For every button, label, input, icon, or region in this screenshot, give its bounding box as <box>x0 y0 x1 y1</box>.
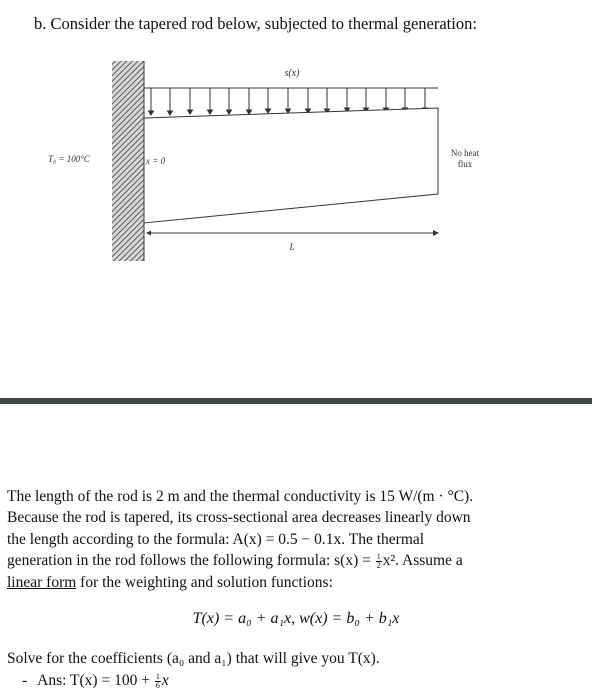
solve-instruction: Solve for the coefficients (a₀ and a₁) that will give you T(x). <box>7 650 380 667</box>
question-heading: b. Consider the tapered rod below, subjected to thermal generation: <box>34 14 477 33</box>
tapered-rod <box>144 108 438 223</box>
origin-label: x = 0 <box>146 156 166 166</box>
temperature-label: T₀ = 100°C <box>48 154 90 164</box>
source-label: s(x) <box>284 68 300 79</box>
half-numerator: 1 <box>376 552 381 562</box>
answer-dash: - <box>22 672 28 689</box>
sixth-fraction <box>155 673 161 690</box>
length-label: L <box>289 242 295 252</box>
sixth-numerator: 1 <box>155 671 160 681</box>
flux-label-line1: No heat <box>450 148 480 158</box>
problem-line-5 <box>7 572 577 593</box>
answer-line <box>22 672 169 690</box>
problem-line-2: Because the rod is tapered, its cross-sectional area decreases linearly down <box>7 509 471 527</box>
problem-line-4 <box>7 550 577 571</box>
half-fraction <box>376 553 382 570</box>
half-denominator: 2 <box>376 561 381 571</box>
problem-line-1: The length of the rod is 2 m and the thermal conductivity is 15 W/(m · °C). <box>7 488 474 505</box>
problem-line-4-prefix: generation in the rod follows the following formula: s(x) = <box>7 552 375 570</box>
problem-line-5-rest: for the weighting and solution functions: <box>76 573 333 591</box>
problem-line-4-suffix: x². Assume a <box>382 552 463 570</box>
answer-suffix: x <box>161 672 169 689</box>
tapered-rod-figure <box>0 40 592 270</box>
trial-function-equation: T(x) = a₀ + a₁x, w(x) = b₀ + b₁x <box>192 610 400 627</box>
answer-prefix: Ans: T(x) = 100 + <box>37 672 154 689</box>
sixth-denominator: 6 <box>155 680 160 690</box>
section-divider <box>0 398 592 404</box>
problem-line-3: the length according to the formula: A(x) = 0.5 − 0.1x. The thermal <box>7 530 425 548</box>
problem-statement <box>7 486 577 593</box>
fixed-wall <box>112 61 144 261</box>
length-dimension-left-arrow <box>146 231 151 236</box>
linear-form-link[interactable]: linear form <box>7 573 77 591</box>
flux-label-line2: flux <box>457 159 473 169</box>
